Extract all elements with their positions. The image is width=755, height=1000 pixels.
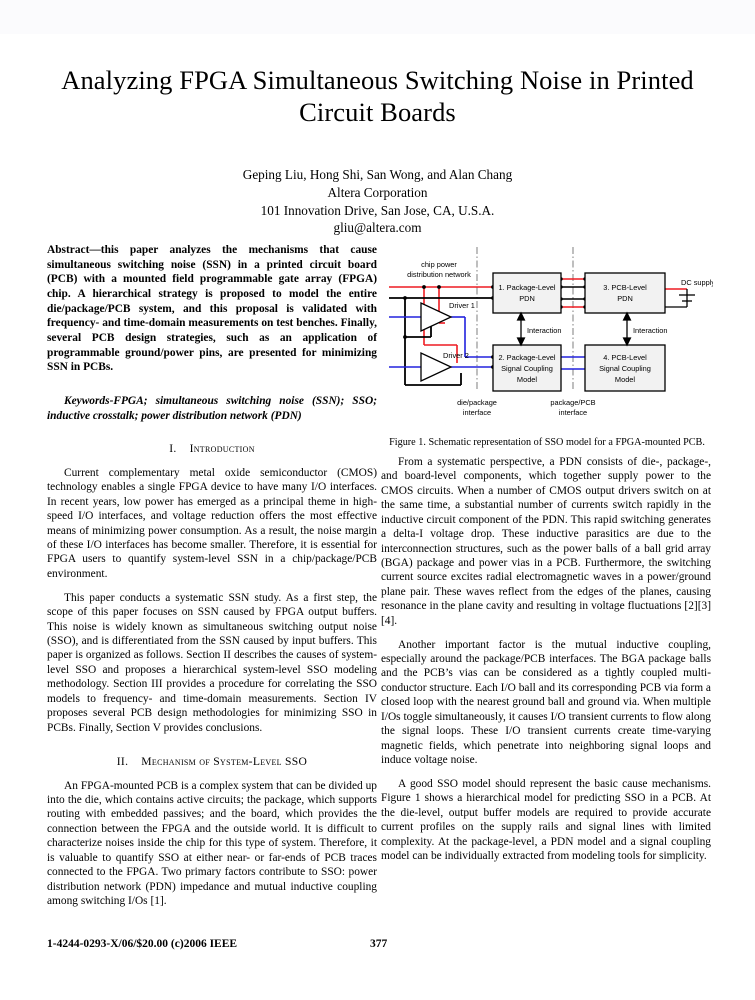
sso-model-schematic [381, 245, 713, 417]
box4-line3: Model [614, 375, 636, 384]
interaction-label-right: Interaction [633, 326, 668, 335]
figure-canvas [381, 245, 713, 417]
organization: Altera Corporation [327, 185, 428, 201]
paragraph: Another important factor is the mutual inductive coupling, especially around the package/PCB interfaces. The BGA package balls and the PCB’s vias can be considered as a tightly coupled multi-conductor structure. Each I/O ball and its corresponding PCB via form a closed loop with the nearest ground ball and ground via. When multiple I/Os toggle simultaneously, it causes I/O transient currents to flow along the signal loops. These I/O transient currents create time-varying magnetic fields, which penetrate into neighboring signal loops and induce voltage noise. [381, 638, 711, 766]
section-heading-introduction [47, 442, 377, 457]
paragraph: A good SSO model should represent the basic cause mechanisms. Figure 1 shows a hierarchical model for predicting SSO in a PCB. At the die-level, output buffer models are required to provide accurate current profiles on the supply rails and signal lines with limited complexity. At the package-level, a PDN model and a signal coupling model can be individually extracted from modeling tools for simplicity. [381, 777, 711, 862]
box3-line2: PDN [617, 294, 633, 303]
figure-1 [381, 245, 713, 417]
figure-caption: Figure 1. Schematic representation of SSO model for a FPGA-mounted PCB. [389, 437, 705, 448]
package-pcb-interface-line1: package/PCB [550, 398, 596, 407]
die-package-interface-line1: die/package [457, 398, 497, 407]
paragraph: This paper conducts a systematic SSN study. As a first step, the scope of this paper focuses on SSN caused by FPGA output buffers. This noise is widely known as simultaneous switching output noise (SSO), and is differentiated from the SSN caused by input buffers. This paper is organized as follows. Section II describes the causes of system-level SSO and proposes a hierarchical system-level SSO modeling methodology. Section III provides a procedure for correlating the SSO models to frequency- and time-domain measurements. Section IV proposes several PCB design methodologies for minimizing SSO in PCBs. Finally, Section V provides conclusions. [47, 591, 377, 734]
paragraph: Current complementary metal oxide semiconductor (CMOS) technology enables a single FPGA device to have many I/O interfaces. In recent years, low power has emerged as a principal theme in high-speed I/O interfaces, and voltage reduction offers the most effective means of minimizing power consumption. As a result, the noise margin of these I/O interfaces has become smaller. Therefore, it is essential for FPGA users to quantify system-level SSN in a chip/package/PCB environment. [47, 466, 377, 580]
author-list: Geping Liu, Hong Shi, San Wong, and Alan Chang [242, 167, 513, 182]
email: gliu@altera.com [333, 220, 422, 236]
box2-line1: 2. Package-Level [498, 353, 556, 362]
keywords-text: Keywords-FPGA; simultaneous switching noise (SSN); SSO; inductive crosstalk; power distribution network (PDN) [47, 394, 377, 422]
page-top-band [0, 0, 755, 34]
box4-line1: 4. PCB-Level [603, 353, 647, 362]
address: 101 Innovation Drive, San Jose, CA, U.S.A. [260, 202, 495, 218]
section-title: Mechanism of System-Level SSO [141, 754, 308, 768]
copyright-notice: 1-4244-0293-X/06/$20.00 (c)2006 IEEE [47, 938, 238, 950]
box-pcb-level-pdn [585, 273, 665, 313]
driver-1-symbol [421, 303, 451, 331]
box2-line3: Model [516, 375, 538, 384]
paragraph: An FPGA-mounted PCB is a complex system that can be divided up into the die, which contains active circuits; the package, which supports routing with embedded passives; and the board, which provides the connection between the FPGA and the outside world. It is difficult to characterize noises inside the chip for this type of system. Therefore, it is valuable to quantify SSO at either near- or far-ends of PCB traces connected to the FPGA. Two primary factors contribute to SSO: power distribution network (PDN) impedance and mutual inductive coupling among switching I/Os [1]. [47, 779, 377, 907]
dc-supply-label: DC supply [681, 278, 713, 287]
dc-supply-symbol [665, 289, 695, 307]
box4-line2: Signal Coupling [599, 364, 651, 373]
interaction-label-left: Interaction [527, 326, 562, 335]
section-number: II. [116, 754, 129, 768]
section-heading-mechanism [47, 755, 377, 770]
package-pcb-interface-line2: interface [558, 408, 588, 417]
chip-power-label-line2: distribution network [407, 270, 471, 279]
box1-line2: PDN [519, 294, 535, 303]
box1-line1: 1. Package-Level [498, 283, 556, 292]
title-block [55, 64, 700, 129]
right-column [381, 455, 711, 863]
die-package-interface-line2: interface [462, 408, 492, 417]
section-number: I. [169, 442, 177, 456]
driver-1-label: Driver 1 [449, 301, 475, 310]
box-package-level-pdn [493, 273, 561, 313]
driver-2-label: Driver 2 [443, 351, 469, 360]
page-number: 377 [370, 938, 388, 950]
page-title: Analyzing FPGA Simultaneous Switching Noise in Printed Circuit Boards [61, 65, 694, 128]
chip-power-label-line1: chip power [421, 260, 457, 269]
section-title: Introduction [189, 442, 255, 456]
box3-line1: 3. PCB-Level [603, 283, 647, 292]
abstract-text: Abstract—this paper analyzes the mechanisms that cause simultaneous switching noise (SSN) in a printed circuit board (PCB) with a mounted field programmable gate array (FPGA) chip. A hierarchical strategy is proposed to model the entire die/package/PCB system, and this proposal is validated with frequency- and time-domain measurements on test benches. Finally, several PCB design strategies, such as an application of programmable ground/power pins, are presented for minimizing SSN in PCBs. [47, 244, 377, 374]
left-column [47, 243, 377, 908]
box2-line2: Signal Coupling [501, 364, 553, 373]
paragraph: From a systematic perspective, a PDN consists of die-, package-, and board-level components, which together supply power to the CMOS circuits. When a number of CMOS output drivers switch on at the same time, a substantial number of currents switch rapidly in the inductive circuit component of the PDN. This rapid switching generates a delta-I voltage drop. These inductive parasitics are due to the interconnection structures, such as the power balls of a ball grid array (BGA) package and power vias in a PCB. Furthermore, the switching current source excites radial electromagnetic waves in a power/ground plane pair. These waves reflect from the edges of the planes, causing resonance in the plane cavity and resulting in voltage fluctuations [2][3][4]. [381, 456, 711, 627]
authors-block [55, 166, 700, 237]
